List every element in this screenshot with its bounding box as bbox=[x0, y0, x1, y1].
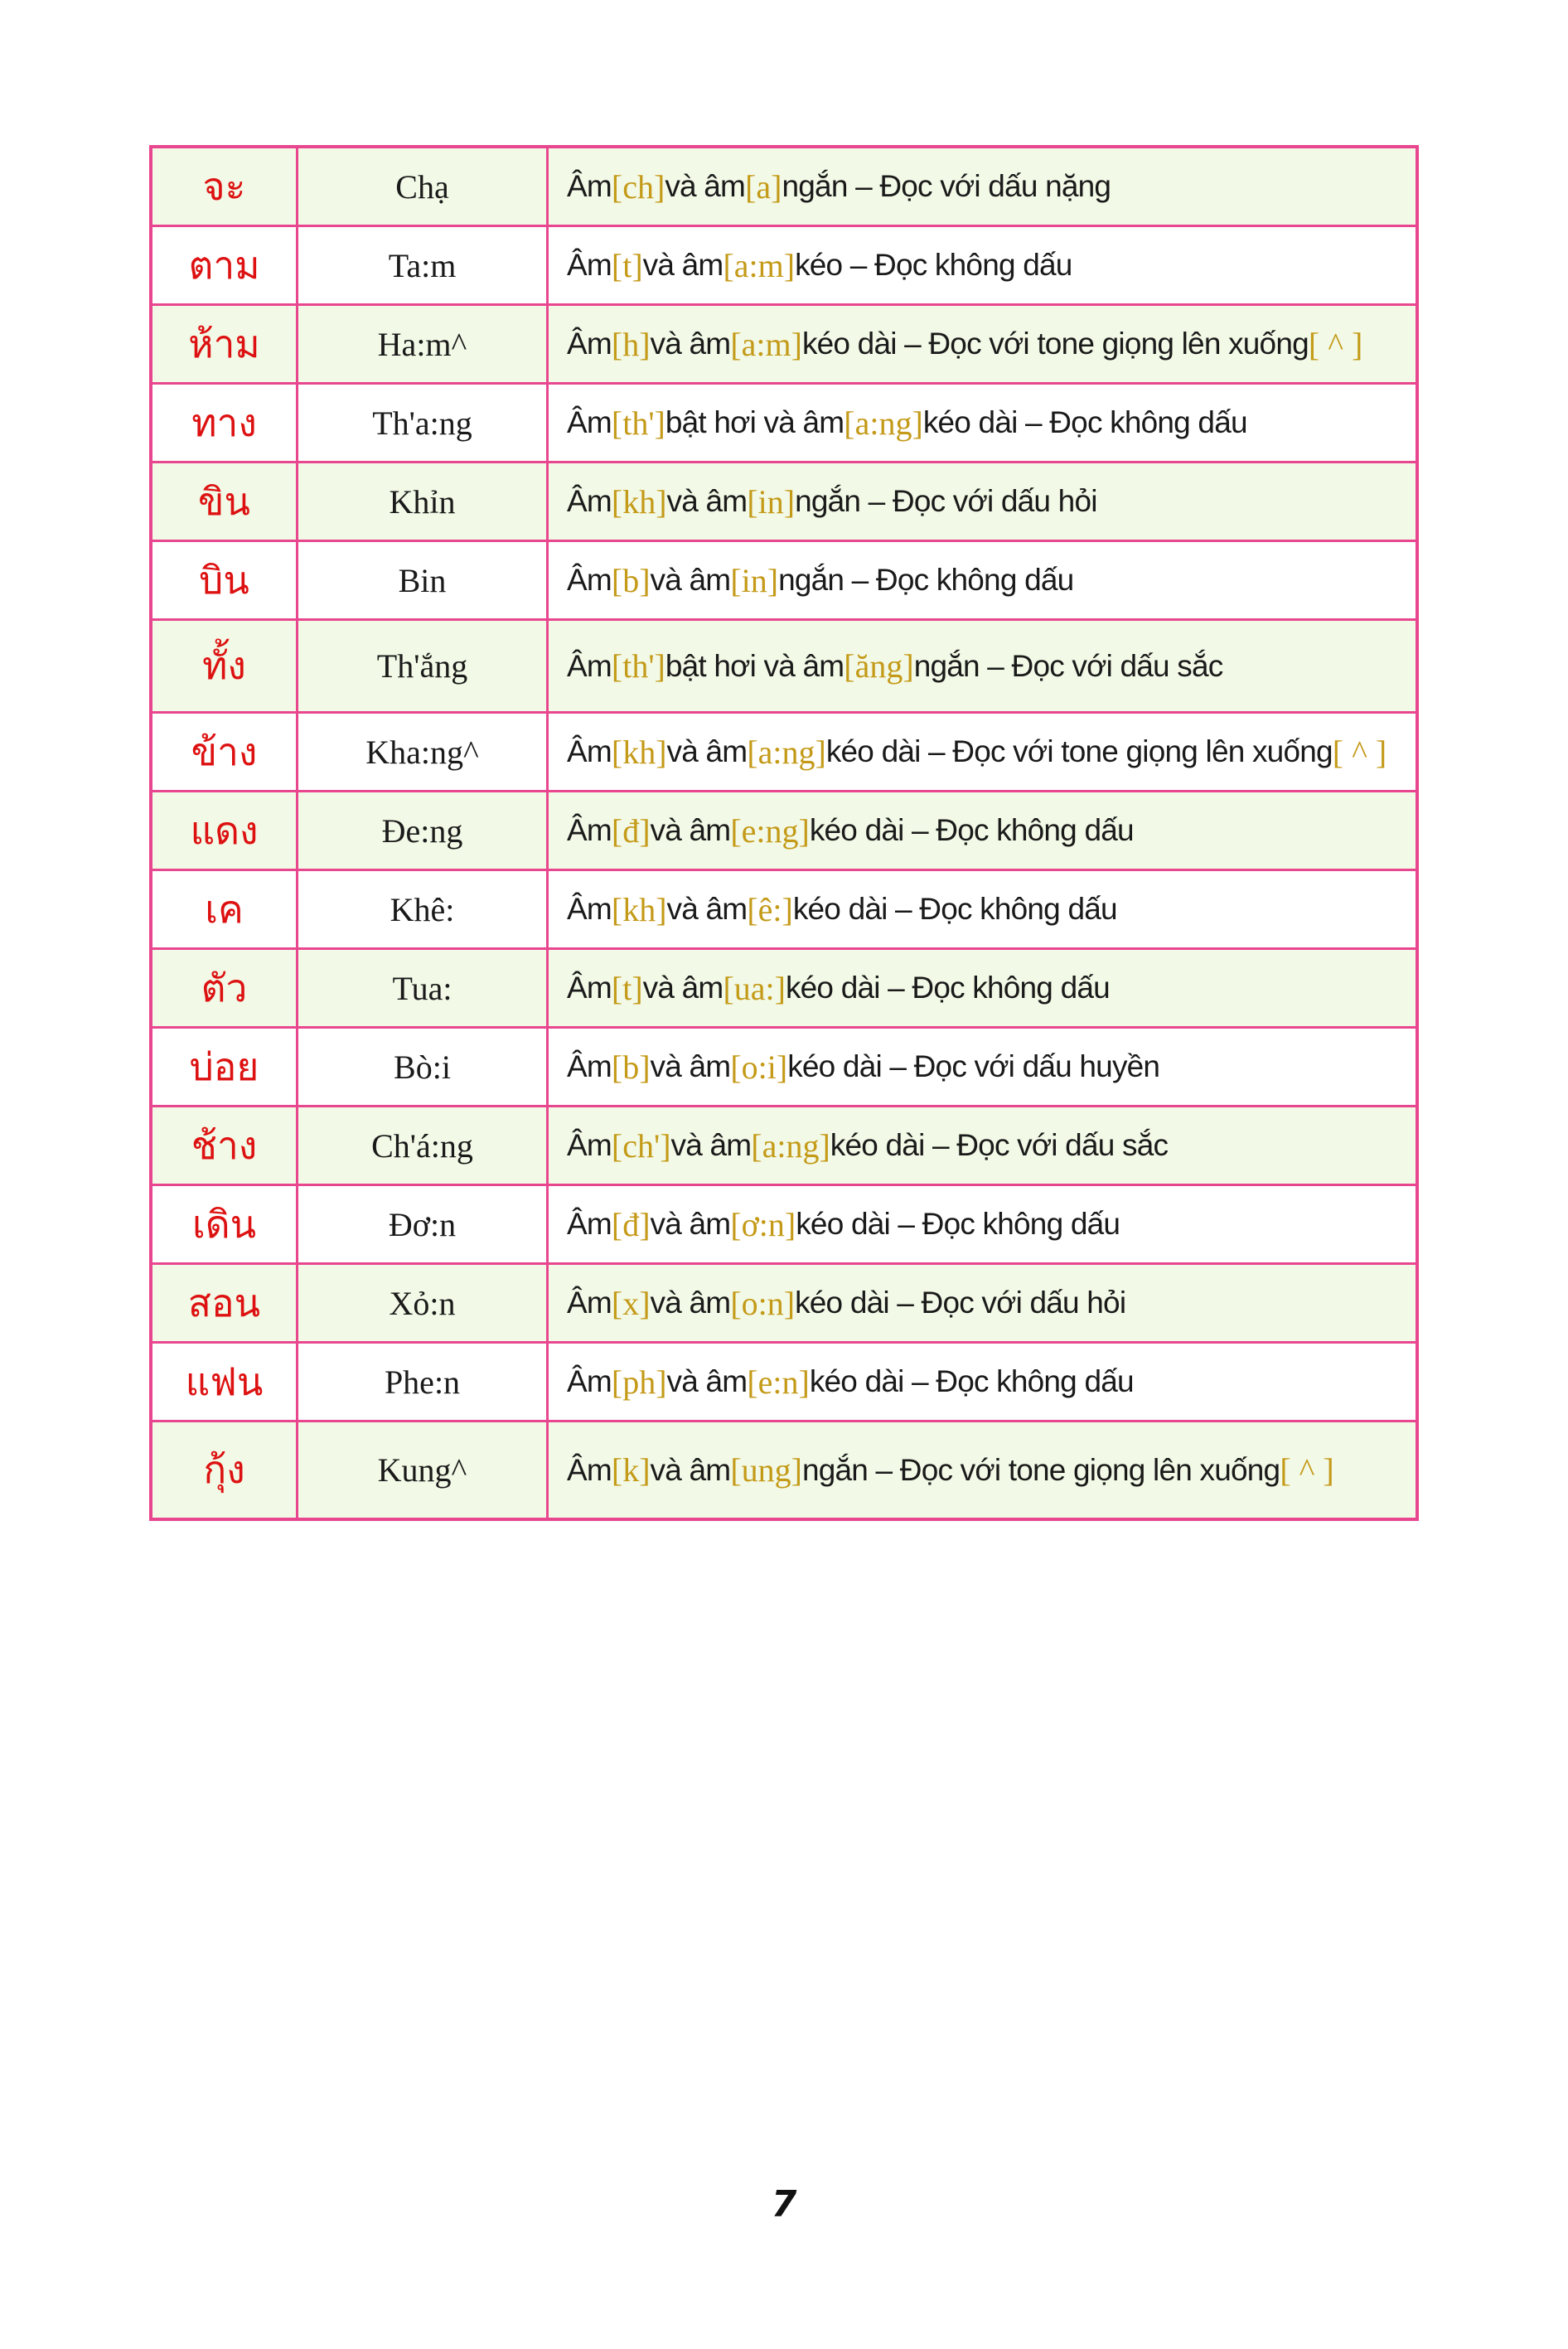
thai-word: ทั้ง bbox=[152, 621, 298, 711]
note-suffix: kéo dài – Đọc với dấu hỏi bbox=[795, 1286, 1126, 1320]
note-prefix: Âm bbox=[567, 327, 612, 361]
table-row bbox=[152, 1186, 1416, 1265]
note-middle: và âm bbox=[666, 734, 748, 768]
consonant-sound: [t] bbox=[611, 246, 643, 284]
note-suffix: ngắn – Đọc với dấu hỏi bbox=[795, 484, 1097, 518]
pronunciation-note bbox=[549, 1344, 1416, 1420]
table-row bbox=[152, 1029, 1416, 1107]
consonant-sound: [đ] bbox=[611, 811, 651, 850]
consonant-sound: [b] bbox=[611, 1048, 651, 1086]
consonant-sound: [th'] bbox=[611, 404, 665, 442]
romanization: Ha:m^ bbox=[298, 306, 549, 382]
romanization: Đe:ng bbox=[298, 792, 549, 869]
note-prefix: Âm bbox=[567, 1049, 612, 1083]
vowel-sound: [o:n] bbox=[730, 1284, 796, 1322]
note-prefix: Âm bbox=[567, 484, 612, 518]
note-prefix: Âm bbox=[567, 248, 612, 282]
vowel-sound: [ua:] bbox=[723, 969, 786, 1007]
vowel-sound: [a:ng] bbox=[844, 404, 923, 442]
note-suffix: kéo dài – Đọc không dấu bbox=[785, 971, 1110, 1005]
romanization: Th'ắng bbox=[298, 621, 549, 711]
consonant-sound: [b] bbox=[611, 561, 651, 599]
thai-word: บิน bbox=[152, 542, 298, 618]
vowel-sound: [ăng] bbox=[844, 647, 914, 685]
note-middle: và âm bbox=[642, 971, 724, 1005]
thai-word: กุ้ง bbox=[152, 1422, 298, 1518]
vowel-sound: [e:n] bbox=[747, 1363, 810, 1401]
consonant-sound: [h] bbox=[611, 325, 651, 363]
romanization: Ta:m bbox=[298, 227, 549, 303]
note-middle: và âm bbox=[650, 1049, 731, 1083]
romanization: Kha:ng^ bbox=[298, 714, 549, 790]
vowel-sound: [a] bbox=[745, 167, 782, 206]
note-middle: bật hơi và âm bbox=[665, 405, 844, 439]
table-row bbox=[152, 148, 1416, 227]
note-middle: và âm bbox=[650, 327, 731, 361]
romanization: Th'a:ng bbox=[298, 385, 549, 461]
table-row bbox=[152, 542, 1416, 621]
thai-word: ข้าง bbox=[152, 714, 298, 790]
pronunciation-note bbox=[549, 792, 1416, 869]
note-middle: và âm bbox=[650, 563, 731, 597]
romanization: Kung^ bbox=[298, 1422, 549, 1518]
note-suffix: kéo dài – Đọc không dấu bbox=[809, 1364, 1134, 1398]
note-middle: và âm bbox=[666, 484, 748, 518]
pronunciation-note bbox=[549, 871, 1416, 947]
table-row bbox=[152, 385, 1416, 463]
table-row bbox=[152, 306, 1416, 385]
consonant-sound: [ph] bbox=[611, 1363, 667, 1401]
thai-word: แดง bbox=[152, 792, 298, 869]
vowel-sound: [in] bbox=[730, 561, 779, 599]
pronunciation-note bbox=[549, 148, 1416, 225]
consonant-sound: [ch'] bbox=[611, 1126, 671, 1165]
romanization: Ch'á:ng bbox=[298, 1107, 549, 1184]
pronunciation-note bbox=[549, 542, 1416, 618]
note-prefix: Âm bbox=[567, 892, 612, 926]
consonant-sound: [t] bbox=[611, 969, 643, 1007]
note-prefix: Âm bbox=[567, 648, 612, 683]
note-prefix: Âm bbox=[567, 1364, 612, 1398]
table-row bbox=[152, 950, 1416, 1029]
thai-word: ตาม bbox=[152, 227, 298, 303]
consonant-sound: [đ] bbox=[611, 1205, 651, 1243]
note-middle: và âm bbox=[666, 1364, 748, 1398]
romanization: Bò:i bbox=[298, 1029, 549, 1105]
note-suffix: kéo dài – Đọc với tone giọng lên xuống bbox=[825, 734, 1333, 768]
note-middle: và âm bbox=[665, 169, 746, 203]
pronunciation-note bbox=[549, 1107, 1416, 1184]
vowel-sound: [ơ:n] bbox=[730, 1205, 796, 1243]
thai-word: ขิน bbox=[152, 463, 298, 540]
note-suffix: kéo dài – Đọc với dấu sắc bbox=[830, 1128, 1169, 1162]
thai-word: เดิน bbox=[152, 1186, 298, 1262]
note-prefix: Âm bbox=[567, 1128, 612, 1162]
note-suffix: kéo – Đọc không dấu bbox=[795, 248, 1072, 282]
note-middle: và âm bbox=[670, 1128, 752, 1162]
consonant-sound: [th'] bbox=[611, 647, 665, 685]
vowel-sound: [in] bbox=[747, 482, 796, 521]
pronunciation-note bbox=[549, 306, 1416, 382]
vowel-sound: [a:ng] bbox=[747, 733, 826, 771]
thai-word: แฟน bbox=[152, 1344, 298, 1420]
vowel-sound: [a:m] bbox=[730, 325, 802, 363]
romanization: Tua: bbox=[298, 950, 549, 1026]
consonant-sound: [kh] bbox=[611, 733, 667, 771]
thai-word: บ่อย bbox=[152, 1029, 298, 1105]
table-row bbox=[152, 1107, 1416, 1186]
vowel-sound: [e:ng] bbox=[730, 811, 810, 850]
table-row bbox=[152, 1265, 1416, 1344]
note-suffix: ngắn – Đọc không dấu bbox=[778, 563, 1074, 597]
vowel-sound: [o:i] bbox=[730, 1048, 788, 1086]
romanization: Khê: bbox=[298, 871, 549, 947]
pronunciation-note bbox=[549, 227, 1416, 303]
note-middle: và âm bbox=[666, 892, 748, 926]
table-row bbox=[152, 1422, 1416, 1518]
note-suffix: ngắn – Đọc với tone giọng lên xuống bbox=[801, 1452, 1280, 1487]
note-prefix: Âm bbox=[567, 1286, 612, 1320]
table-row bbox=[152, 871, 1416, 950]
note-middle: và âm bbox=[650, 1207, 731, 1241]
note-suffix: ngắn – Đọc với dấu sắc bbox=[913, 648, 1223, 683]
pronunciation-note bbox=[549, 1029, 1416, 1105]
thai-word: ห้าม bbox=[152, 306, 298, 382]
consonant-sound: [x] bbox=[611, 1284, 651, 1322]
pronunciation-note bbox=[549, 621, 1416, 711]
table-row bbox=[152, 621, 1416, 714]
note-middle: và âm bbox=[650, 813, 731, 847]
note-prefix: Âm bbox=[567, 1207, 612, 1241]
table-row bbox=[152, 714, 1416, 792]
tone-mark: [ ^ ] bbox=[1280, 1451, 1334, 1489]
vowel-sound: [ê:] bbox=[747, 890, 793, 928]
pronunciation-note bbox=[549, 950, 1416, 1026]
note-middle: và âm bbox=[650, 1286, 731, 1320]
note-suffix: ngắn – Đọc với dấu nặng bbox=[782, 169, 1111, 203]
note-prefix: Âm bbox=[567, 971, 612, 1005]
note-suffix: kéo dài – Đọc không dấu bbox=[796, 1207, 1120, 1241]
vowel-sound: [a:m] bbox=[723, 246, 796, 284]
romanization: Đơ:n bbox=[298, 1186, 549, 1262]
thai-word: สอน bbox=[152, 1265, 298, 1341]
thai-word: ช้าง bbox=[152, 1107, 298, 1184]
romanization: Bin bbox=[298, 542, 549, 618]
table-row bbox=[152, 463, 1416, 542]
pronunciation-table bbox=[149, 145, 1419, 1521]
note-middle: và âm bbox=[650, 1452, 731, 1487]
note-prefix: Âm bbox=[567, 563, 612, 597]
pronunciation-note bbox=[549, 714, 1416, 790]
note-middle: bật hơi và âm bbox=[665, 648, 844, 683]
note-suffix: kéo dài – Đọc không dấu bbox=[809, 813, 1134, 847]
consonant-sound: [kh] bbox=[611, 482, 667, 521]
pronunciation-note bbox=[549, 1186, 1416, 1262]
note-prefix: Âm bbox=[567, 734, 612, 768]
romanization: Khỉn bbox=[298, 463, 549, 540]
page-number: 7 bbox=[771, 2183, 797, 2225]
note-prefix: Âm bbox=[567, 405, 612, 439]
tone-mark: [ ^ ] bbox=[1332, 733, 1387, 771]
pronunciation-note bbox=[549, 1265, 1416, 1341]
vowel-sound: [a:ng] bbox=[751, 1126, 830, 1165]
note-suffix: kéo dài – Đọc với tone giọng lên xuống bbox=[801, 327, 1309, 361]
thai-word: จะ bbox=[152, 148, 298, 225]
romanization: Xỏ:n bbox=[298, 1265, 549, 1341]
romanization: Chạ bbox=[298, 148, 549, 225]
thai-word: ทาง bbox=[152, 385, 298, 461]
note-suffix: kéo dài – Đọc không dấu bbox=[792, 892, 1117, 926]
table-row bbox=[152, 1344, 1416, 1422]
tone-mark: [ ^ ] bbox=[1308, 325, 1363, 363]
vowel-sound: [ung] bbox=[730, 1451, 802, 1489]
romanization: Phe:n bbox=[298, 1344, 549, 1420]
note-prefix: Âm bbox=[567, 1452, 612, 1487]
consonant-sound: [kh] bbox=[611, 890, 667, 928]
note-middle: và âm bbox=[642, 248, 724, 282]
pronunciation-note bbox=[549, 385, 1416, 461]
note-suffix: kéo dài – Đọc không dấu bbox=[922, 405, 1247, 439]
note-prefix: Âm bbox=[567, 169, 612, 203]
pronunciation-note bbox=[549, 463, 1416, 540]
note-suffix: kéo dài – Đọc với dấu huyền bbox=[787, 1049, 1160, 1083]
note-prefix: Âm bbox=[567, 813, 612, 847]
pronunciation-note bbox=[549, 1422, 1416, 1518]
consonant-sound: [k] bbox=[611, 1451, 651, 1489]
consonant-sound: [ch] bbox=[611, 167, 665, 206]
table-row bbox=[152, 227, 1416, 306]
thai-word: ตัว bbox=[152, 950, 298, 1026]
table-row bbox=[152, 792, 1416, 871]
thai-word: เค bbox=[152, 871, 298, 947]
